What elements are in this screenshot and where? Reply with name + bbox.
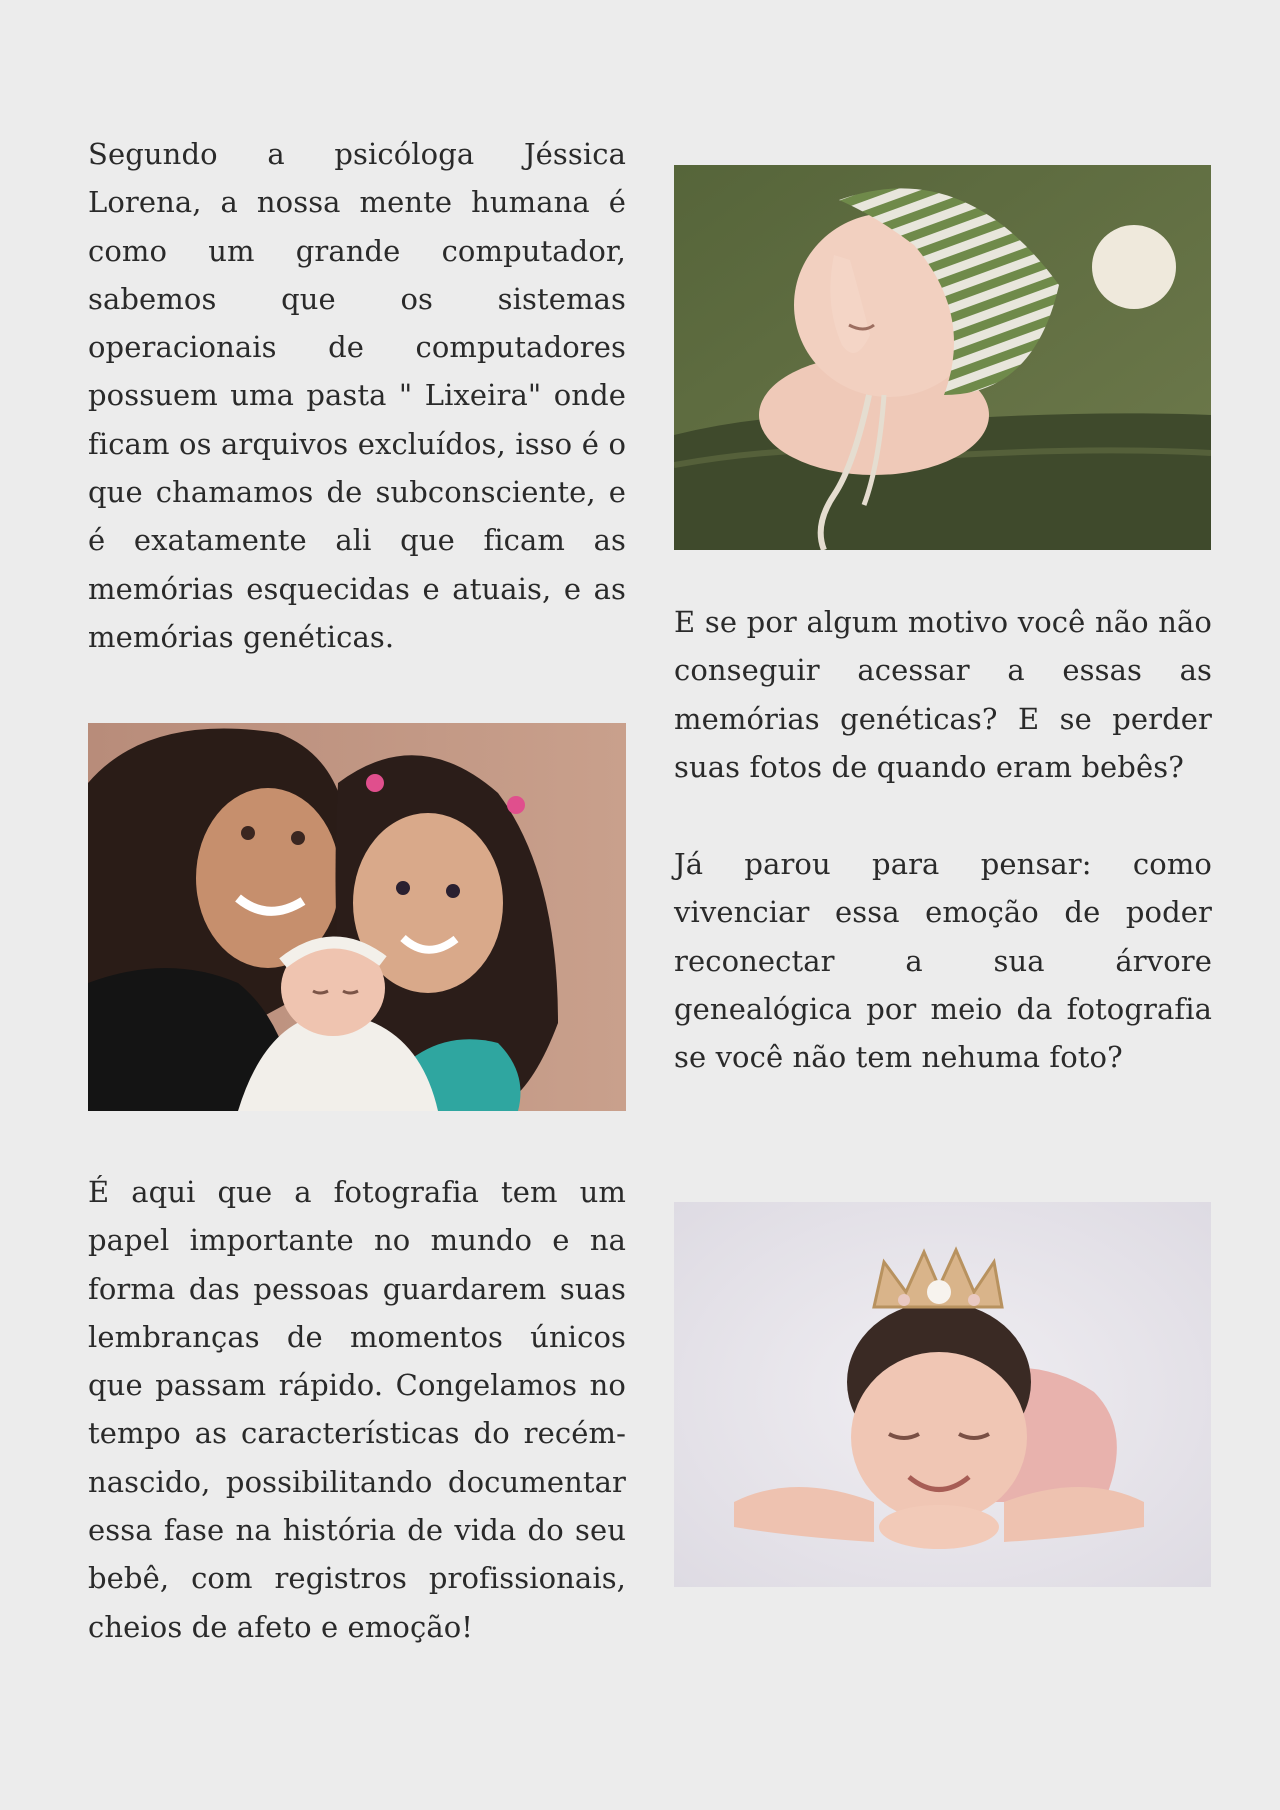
photo-newborn-crown <box>674 1202 1211 1587</box>
paragraph-subconscious: Segundo a psicóloga Jéssica Lorena, a nossa mente humana é como um grande computador, sabemos que os sistemas operacionais de computadores possuem uma pasta " Lixeira" onde ficam os arquivos excluídos, isso é o que chamamos de subconsciente, e é exatamente ali que ficam as memórias esquecidas e atuais, e as memórias genéticas. <box>88 137 626 654</box>
paragraph-photography-role: É aqui que a fotografia tem um papel importante no mundo e na forma das pessoas guardarem suas lembranças de momentos únicos que passam rápido. Congelamos no tempo as características do recém-nascido, possibilitando documentar essa fase na história de vida do seu bebê, com registros profissionais, cheios de afeto e emoção! <box>88 1175 626 1644</box>
paragraph-genetic-memories: E se por algum motivo você não não conseguir acessar a essas as memórias genéticas? E se perder suas fotos de quando eram bebês? <box>674 605 1212 784</box>
photo-mother-daughters <box>88 723 626 1111</box>
photo-newborn-green-bonnet <box>674 165 1211 550</box>
paragraph-family-tree: Já parou para pensar: como vivenciar essa emoção de poder reconectar a sua árvore genealógica por meio da fotografia se você não tem nehuma foto? <box>674 847 1212 1075</box>
